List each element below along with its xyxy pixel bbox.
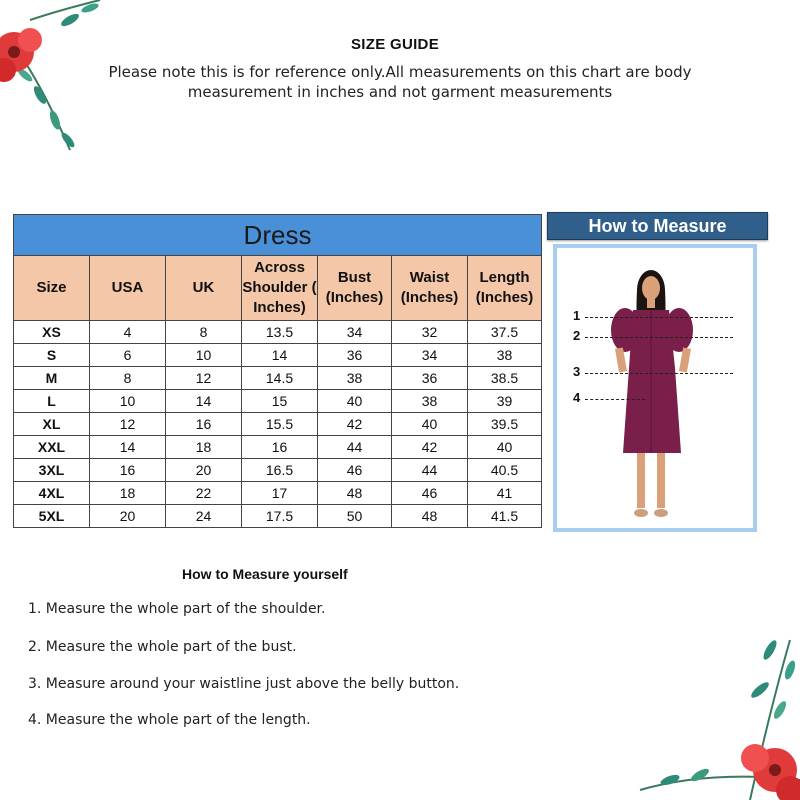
table-cell: 10 — [166, 344, 242, 367]
table-row — [14, 390, 542, 413]
measure-label-3: 3 — [573, 364, 581, 379]
table-cell: 6 — [90, 344, 166, 367]
table-cell: 46 — [392, 482, 468, 505]
table-cell: 41 — [468, 482, 542, 505]
table-row — [14, 413, 542, 436]
measure-label-4: 4 — [573, 390, 581, 405]
table-cell: 40 — [392, 413, 468, 436]
table-cell: 16 — [242, 436, 318, 459]
table-cell: 44 — [318, 436, 392, 459]
table-cell: 40 — [318, 390, 392, 413]
table-cell: 41.5 — [468, 505, 542, 528]
measure-line-bust — [585, 337, 733, 338]
column-header: UK — [166, 256, 242, 321]
table-cell: 40 — [468, 436, 542, 459]
table-cell: 15.5 — [242, 413, 318, 436]
table-cell: 37.5 — [468, 321, 542, 344]
measurement-illustration — [553, 244, 757, 532]
table-cell: 14 — [166, 390, 242, 413]
table-cell: 12 — [90, 413, 166, 436]
size-cell: 3XL — [14, 459, 90, 482]
table-cell: 38 — [318, 367, 392, 390]
instruction-item: 4. Measure the whole part of the length. — [28, 712, 311, 728]
instructions-title: How to Measure yourself — [182, 566, 348, 582]
size-cell: XS — [14, 321, 90, 344]
column-header: Size — [14, 256, 90, 321]
size-cell: 5XL — [14, 505, 90, 528]
size-cell: L — [14, 390, 90, 413]
table-row — [14, 367, 542, 390]
table-cell: 42 — [318, 413, 392, 436]
table-cell: 38.5 — [468, 367, 542, 390]
size-chart-table — [13, 214, 542, 528]
table-cell: 13.5 — [242, 321, 318, 344]
size-cell: XL — [14, 413, 90, 436]
measure-label-2: 2 — [573, 328, 581, 343]
table-caption: Dress — [14, 215, 542, 256]
table-cell: 20 — [90, 505, 166, 528]
table-cell: 14 — [90, 436, 166, 459]
table-row — [14, 505, 542, 528]
table-row — [14, 459, 542, 482]
table-header-row — [14, 256, 542, 321]
table-row — [14, 482, 542, 505]
table-cell: 32 — [392, 321, 468, 344]
column-header: Across Shoulder ( Inches) — [242, 256, 318, 321]
instruction-item: 1. Measure the whole part of the shoulder. — [28, 601, 326, 617]
table-cell: 24 — [166, 505, 242, 528]
table-cell: 34 — [392, 344, 468, 367]
table-cell: 10 — [90, 390, 166, 413]
table-cell: 34 — [318, 321, 392, 344]
size-cell: S — [14, 344, 90, 367]
table-cell: 12 — [166, 367, 242, 390]
table-cell: 39 — [468, 390, 542, 413]
instruction-item: 2. Measure the whole part of the bust. — [28, 639, 297, 655]
table-cell: 16.5 — [242, 459, 318, 482]
table-row — [14, 436, 542, 459]
table-cell: 42 — [392, 436, 468, 459]
table-cell: 36 — [318, 344, 392, 367]
table-cell: 36 — [392, 367, 468, 390]
column-header: USA — [90, 256, 166, 321]
measure-line-shoulder — [585, 317, 733, 318]
table-cell: 22 — [166, 482, 242, 505]
table-cell: 17 — [242, 482, 318, 505]
table-cell: 18 — [90, 482, 166, 505]
table-cell: 18 — [166, 436, 242, 459]
page-title: SIZE GUIDE — [350, 36, 439, 53]
table-cell: 46 — [318, 459, 392, 482]
table-cell: 4 — [90, 321, 166, 344]
table-cell: 15 — [242, 390, 318, 413]
table-cell: 39.5 — [468, 413, 542, 436]
table-cell: 14 — [242, 344, 318, 367]
how-to-measure-title: How to Measure — [547, 212, 768, 240]
table-cell: 16 — [166, 413, 242, 436]
table-cell: 40.5 — [468, 459, 542, 482]
table-cell: 14.5 — [242, 367, 318, 390]
table-cell: 8 — [166, 321, 242, 344]
size-cell: XXL — [14, 436, 90, 459]
model-wearing-dress-icon — [557, 248, 753, 528]
table-row — [14, 321, 542, 344]
measure-line-waist — [585, 373, 733, 374]
column-header: Length (Inches) — [468, 256, 542, 321]
table-body — [14, 321, 542, 528]
table-row — [14, 344, 542, 367]
column-header: Bust (Inches) — [318, 256, 392, 321]
table-cell: 44 — [392, 459, 468, 482]
measure-label-1: 1 — [573, 308, 581, 323]
measure-line-length — [585, 399, 645, 400]
table-cell: 50 — [318, 505, 392, 528]
reference-note: Please note this is for reference only.All measurements on this chart are body measurement in inches and not garment measurements — [108, 63, 692, 101]
size-cell: M — [14, 367, 90, 390]
table-cell: 8 — [90, 367, 166, 390]
table-cell: 38 — [392, 390, 468, 413]
column-header: Waist (Inches) — [392, 256, 468, 321]
table-cell: 16 — [90, 459, 166, 482]
table-cell: 38 — [468, 344, 542, 367]
instruction-item: 3. Measure around your waistline just above the belly button. — [28, 676, 460, 692]
size-cell: 4XL — [14, 482, 90, 505]
table-cell: 20 — [166, 459, 242, 482]
table-cell: 48 — [392, 505, 468, 528]
table-cell: 17.5 — [242, 505, 318, 528]
flower-decoration-bottom-right-icon — [630, 630, 800, 800]
table-cell: 48 — [318, 482, 392, 505]
